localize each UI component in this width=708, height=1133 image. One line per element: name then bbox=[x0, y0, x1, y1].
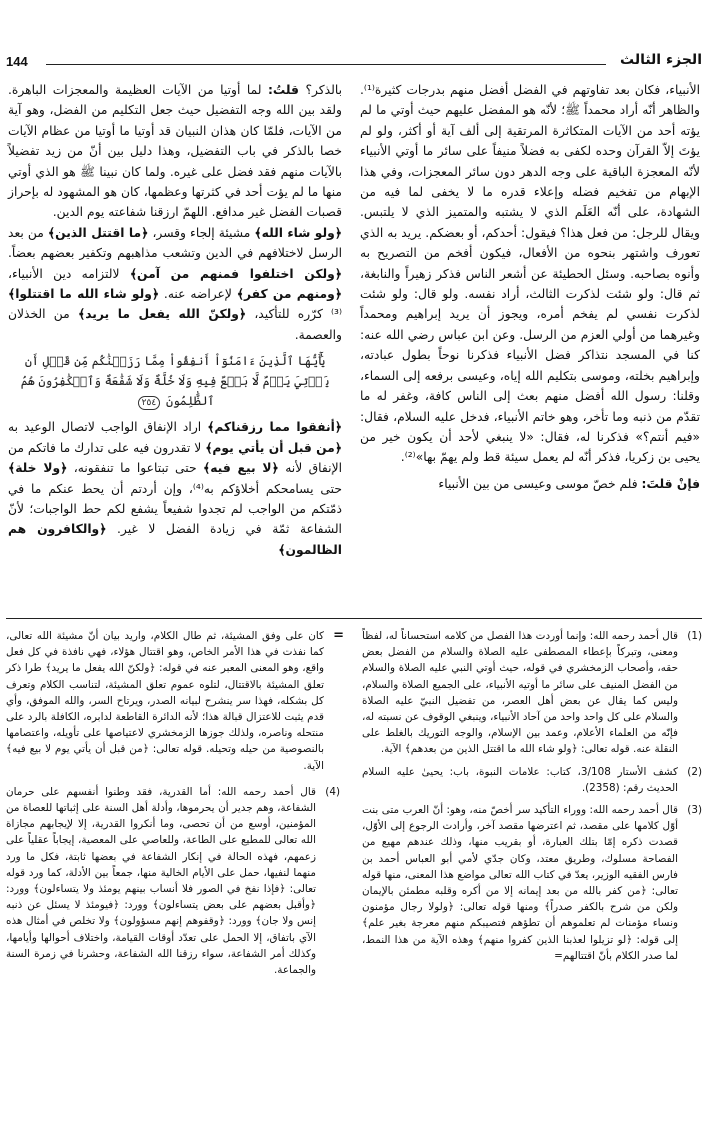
commentary-text: من الخذلان والعصمة. bbox=[8, 307, 342, 342]
footnotes-right bbox=[362, 628, 702, 1128]
quran-quote: ﴿ولكن اختلفوا فمنهم من آمن﴾ bbox=[129, 266, 342, 281]
ayah-number-marker: ٢٥٤ bbox=[138, 396, 161, 410]
footnote bbox=[6, 784, 340, 978]
paragraph bbox=[360, 80, 700, 468]
quran-verse-block bbox=[8, 351, 342, 411]
quran-quote: ﴿ولو شاء الله ما اقتتلوا﴾ bbox=[8, 287, 160, 302]
page-number: 144 bbox=[6, 54, 28, 69]
quran-quote: ﴿ولو شاء الله﴾ bbox=[254, 225, 342, 240]
quran-quote: ﴿لا بيع فيه﴾ bbox=[203, 461, 279, 476]
footnote-text: كشف الأستار 3/108، كتاب: علامات النبوة، باب: يحيىٰ عليه السلام الحديث رقم: (2358). bbox=[362, 765, 678, 794]
quran-quote: ﴿ومنهم من كفر﴾ bbox=[236, 287, 343, 302]
main-column-left bbox=[8, 80, 342, 608]
paragraph bbox=[360, 474, 700, 494]
footnote-separator bbox=[6, 618, 702, 619]
footnote-text: قال أحمد رحمه الله: وإنما أوردت هذا الفصل من كلامه استحساناً له، لفظاً ومعنى، وتبركاً بإعطاء المصطفى عليه الصلاة والسلام من الفضل بعض حقه، وأصحاب الزمخشري في قوله، حيث أوتي النبي عليه الصلاة والسلام من الفضل المنيف على سائر ما أوتيه الأنبياء، على الجميع الصلاة والسلام، وليس كما يقال عن بعض أهل العصر، من تفضيل النبيّ عليه الصلاة والسلام على كل واحد واحد من آحاد الأنبياء، وينبغي الوقوف عن نسبته له، فإنّه من العلماء الأعلام، وعمد بين الإسلام، والوجه التوريك بالغلط على النقلة عنه. قوله تعالى: ﴿ولو شاء الله ما اقتتل الذين من بعدهم﴾ الآية. bbox=[362, 630, 678, 756]
footnote-number: (1) bbox=[687, 630, 702, 642]
continuation-mark: = bbox=[333, 628, 344, 643]
footnote-text: قال أحمد رحمه الله: ووراء التأكيد سر أخصّ منه، وهو: أنّ العرب متى بنت أوّل كلامها على مقصد، ثم اعترضها مقصد آخر، وأرادت الرجوع إلى الأوّل، قصدت ذكره إمّا بتلك العبارة، أو بقريب منها، وذلك عندهم مهيع من الفصاحة مسلوك، وطريق معتد، وكان جدّي لأمي أبو العباس أحمد بن فارس الفقيه الوزير، يعدّ في كتاب الله تعالى مواضع هذا المعنى، منها قوله تعالى: ﴿من كفر بالله من بعد إيمانه إلا من أكره وقلبه مطمئن بالإيمان ولكن من شرح بالكفر صدراً﴾ ومنها قوله تعالى: ﴿ولولا رجال مؤمنون ونساء مؤمنات لم تعلموهم أن تطؤهم فتصيبكم منهم معرجة بغير علم﴾ إلى قوله: ﴿لو تزيلوا لعذبنا الذين كفروا منهم﴾ وهذه الآية من هذا النمط، لما صدر الكلام بأنّ اقتتالهم= bbox=[362, 804, 678, 962]
commentary-text: من بعد الرسل لاختلافهم في الدين وتشعب مذاهبهم وتكفير بعضهم بعضاً. bbox=[8, 225, 342, 261]
footnote bbox=[362, 764, 702, 796]
quran-quote: ﴿أنفقوا مما رزقناكم﴾ bbox=[207, 420, 342, 435]
footnote bbox=[362, 628, 702, 758]
page-header bbox=[6, 52, 702, 74]
quran-quote: ﴿من قبل أن يأتي يوم﴾ bbox=[205, 440, 343, 455]
quran-quote: ﴿ما اقتتل الذين﴾ bbox=[47, 225, 149, 240]
commentary-text: حتى يسامحكم أخلاؤكم به⁽⁴⁾، وإن أردتم أن يحط عنكم ما في ذمّتكم من الواجب لم تجدوا شفيعاً يشفع لكم حط الواجبات؛ لأنّ الشفاعة ثمّة في زيادة الفضل لا غير. bbox=[8, 481, 342, 537]
paragraph bbox=[8, 223, 342, 345]
quran-quote: ﴿والكافرون هم الظالمون﴾ bbox=[8, 522, 342, 557]
answer-label: قلتُ: bbox=[267, 83, 299, 97]
paragraph-text: فلم خصّ موسى وعيسى من بين الأنبياء bbox=[438, 476, 638, 491]
question-label: فإنْ قلتَ: bbox=[641, 476, 700, 491]
footnote-number: (3) bbox=[687, 804, 702, 817]
commentary-text: لالتزامه دين الأنبياء، bbox=[8, 266, 120, 281]
footnotes-left bbox=[6, 628, 344, 1128]
paragraph bbox=[8, 80, 342, 223]
footnote-continuation bbox=[6, 628, 344, 774]
main-column-right bbox=[360, 80, 700, 608]
running-title: الجزء الثالث bbox=[620, 52, 702, 68]
commentary-text: لا تقدرون فيه على تدارك ما فاتكم من الإنفاق لأنه bbox=[8, 440, 342, 476]
paragraph-text: لما أوتيا من الآيات العظيمة والمعجزات الباهرة. ولقد بين الله وجه التفضيل حيث جعل التكليم من الفضل، وهو آية من الآيات، فلمّا كان هذان النبيان قد أوتيا ما أوتيا من عظام الآيات خصا بالذكر في باب التفضيل، وهذا دليل بين أنّ من زيد تفضيلاً بالآيات منهم فقد فضل على غيره. ولما كان نبينا ﷺ هو الذي أوتي منها ما لم يؤت أحد في كثرتها وعظمها، كان هو المشهود له بإحراز قصبات الفضل غير مدافع. اللهمّ ارزقنا شفاعته يوم الدين. bbox=[8, 83, 342, 220]
footnote-text: قال أحمد رحمه الله: أما القدرية، فقد وطنوا أنفسهم على حرمان الشفاعة، وهم جدير أن يحرموها، وأدلة أهل السنة على إثباتها للعصاة من المؤمنين، أوسع من أن تحصى، وما أنكروا القدرية، إلا لإيجابهم مجازاة الله تعالى للمطيع على الطاعة، وللعاصي على المعصية، إيجاباً عقلياً على زعمهم، فهذه الحالة في إنكار الشفاعة في بعضها ثابتة، فكل ما ورد منهما لنفيها، حمل على الأيام الخالية منها، جمعاً بين الأدلة، كما ورد قوله تعالى: ﴿فإذا نفخ في الصور فلا أنساب بينهم يومئذ ولا يتساءلون﴾ وورد: ﴿وأقبل بعضهم على بعض يتساءلون﴾ وورد: ﴿فيومئذ لا يسئل عن ذنبه إنس ولا جان﴾ وورد: ﴿وقفوهم إنهم مسؤولون﴾ ولا تخلص في أمثال هذه الآي باتفاق، إلا الحمل على تعدّد أوقات القيامة، واختلاف أحوالها وأيامها، وكذلك أمر الشفاعة، سواء رزقنا الله الشفاعة، وحشرنا في زمرة السنة والجماعة. bbox=[6, 785, 316, 977]
commentary-text: اراد الإنفاق الواجب لاتصال الوعيد به bbox=[8, 420, 202, 435]
footnote-number: (4) bbox=[325, 785, 340, 798]
quran-quote: ﴿ولكنّ الله يفعل ما يريد﴾ bbox=[77, 307, 247, 322]
footnote-number: (2) bbox=[687, 765, 702, 778]
footnote-text: كان على وفق المشيئة، ثم طال الكلام، واريد بيان أنّ مشيئة الله تعالى، كما نفذت في هذا الأمر الخاص، وهو اقتتال هؤلاء، فهي نافذة في كل فعل واقع، وهو المعنى المعبر عنه في قوله: ﴿ولكنّ الله يفعل ما يريد﴾ طرا ذكر تعلق المشيئة بالاقتتال، لتلوه عموم تعلق المشيئة، لتناسب الكلام وتعرف كل بشكله، فهذا سر ينشرح لبيانه الصدر، ويرتاح السر، والله الموفق، وأي قدم يثبت للاعتزال قبالة هذا؛ لأنه الدائرة القاطعة لدابره، الكافلة بالرد على منتحله وناصره، ولذلك جوزها الزمخشري لاعتياصها على تأويله، واعتصامها بالنصوصية من حيله وتحيله. قوله تعالى: ﴿من قبل أن يأتي يوم لا بيع فيه﴾ الآية. bbox=[6, 630, 324, 772]
commentary-text: حتى تبتاعوا ما تنفقونه، bbox=[73, 461, 197, 476]
paragraph bbox=[8, 417, 342, 560]
paragraph-text: الأنبياء، فكان بعد تفاوتهم في الفضل أفضل منهم بدرجات كثيرة⁽¹⁾. والظاهر أنّه أراد محمداً ﷺ؛ لأنّه هو المفضل عليهم حيث أوتي ما لم يؤته أحد من الآيات المتكاثرة المرتقية إلى ألف آية أو أكثر، ولو لم يؤتَ إلاّ القرآن وحده لكفى به فضلاً منيفاً على سائر ما أوتي الأنبياء لأنّه المعجزة الباقية على وجه الدهر دون سائر المعجزات، وفي هذا الإبهام من تفخيم فضله وإعلاء قدره ما لا يخفى لما فيه من الشهادة، على أنّه العَلَم الذي لا يشتبه والمتميز الذي لا يلتبس. ويقال للرجل: من فعل هذا؟ فيقول: أحدكم، أو بعضكم. يريد به الذي تعورف واشتهر بنحوه من الأفعال، فيكون أفخم من التصريح به وأنوه بصاحبه. وسئل الحطيئة عن أشعر الناس فذكر زهيراً والنابغة، ثم قال: ولو شئت لذكرت الثالث، أراد نفسه. ولو قال: ولو شئت لذكرت نفسي لم يفخم أمره، ويجوز أن يريد إبراهيم ومحمداً وغيرهما من أولي العزم من الرسل. وعن ابن عباس رضي الله عنه: كنا في المسجد نتذاكر فضل الأنبياء فذكرنا نوحاً بطول عبادته، وإبراهيم بخلته، وموسى بتكليم الله إياه، وعيسى برفعه إلى السماء، وقلنا: رسول الله أفضل منهم بعث إلى الناس كافة، وغفر له ما تقدّم من ذنبه وما تأخر، وهو خاتم الأنبياء، فدخل عليه السلام، فقال: «فيم أنتم؟» فذكرنا له، فقال: «لا ينبغي لأحد أن يكون خير من يحيى بن زكريا، فذكر أنّه لم يعمل سيئة قط ولم يهمّ بها»⁽²⁾. bbox=[360, 83, 700, 465]
commentary-text: لإعراضه عنه. bbox=[163, 287, 232, 302]
commentary-text: مشيئة إلجاء وقسر، bbox=[152, 225, 251, 240]
commentary-text: ⁽³⁾ كرّره للتأكيد، bbox=[254, 307, 342, 322]
paragraph-text: بالذكر؟ bbox=[305, 83, 343, 97]
quran-verse-text: يَٰٓأَيُّهَا ٱلَّذِينَ ءَامَنُوٓاْ أَنفِقُواْ مِمَّا رَزَقۡنَٰكُم مِّن قَبۡلِ أَن يَأۡتِيَ يَوۡمٌ لَّا بَيۡعٌ فِيهِ وَلَا خُلَّةٌ وَلَا شَفَٰعَةٌ وَٱلۡكَٰفِرُونَ هُمُ ٱلظَّٰلِمُونَ bbox=[20, 354, 330, 409]
footnote bbox=[362, 802, 702, 964]
quran-quote: ﴿ولا خلة﴾ bbox=[8, 461, 68, 476]
header-rule bbox=[46, 64, 606, 65]
